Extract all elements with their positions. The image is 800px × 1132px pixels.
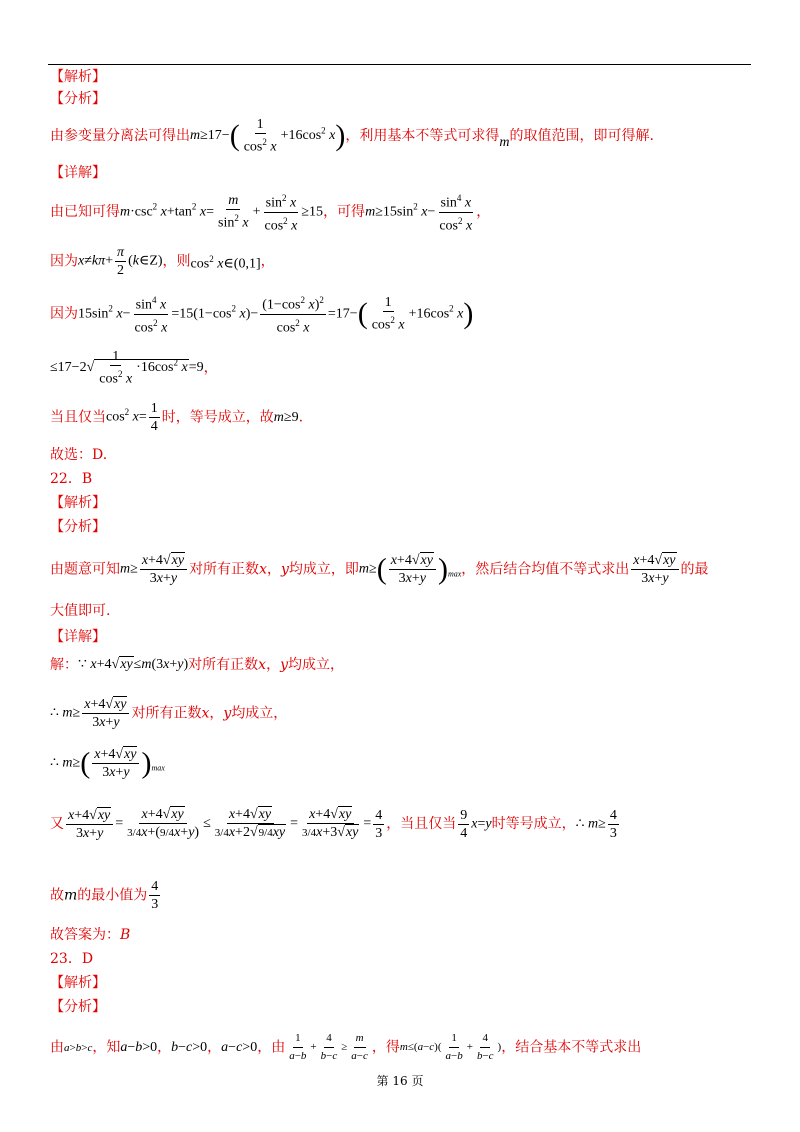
formula-q23-f: m≤(a−c)( $\frac{1}{a-b}$ + $\frac{4}{b-c}$ ) bbox=[399, 1032, 502, 1062]
formula-q21-step4: ≤17−2√ $\frac{1}{\cos^2 x}$ $\cdot 16\cos^2$ x=9 bbox=[50, 349, 204, 387]
q22-fenxi-mid2: 均成立，即 bbox=[288, 561, 359, 578]
formula-q22-line3: ∴ m≥ $\frac{x+4√xy}{3x+y}$ bbox=[50, 696, 131, 731]
label-xiangjie-22: 【详解】 bbox=[50, 629, 106, 645]
q21-fenxi-mid: ，利用基本不等式可求得 bbox=[345, 127, 500, 144]
q22-line3: ∴ m≥ $\frac{x+4√xy}{3x+y}$ 对所有正数x，y均成立， bbox=[50, 697, 288, 730]
label-fenxi-22: 【分析】 bbox=[50, 519, 106, 535]
formula-q22-jie: ∵ x+4√xy≤m(3x+y) bbox=[78, 657, 189, 672]
q22-fenxi-pre: 由题意可知 bbox=[50, 561, 120, 578]
q22-answer-pre: 故答案为： bbox=[50, 927, 120, 943]
q21-fenxi-post: 的取值范围，即可得解. bbox=[509, 127, 654, 144]
q21-step2-mid: ，则 bbox=[162, 253, 191, 270]
label-jiexi-23: 【解析】 bbox=[50, 975, 106, 991]
q23-number: 23．D bbox=[50, 951, 94, 967]
formula-m: m bbox=[499, 134, 510, 150]
q21-fenxi-pre: 由参变量分离法可得出 bbox=[50, 127, 190, 144]
formula-q22-line5b: $\frac{9}{4}$ x=y bbox=[460, 807, 492, 841]
q22-min-pre: 故 bbox=[50, 887, 64, 904]
q22-fenxi-line: 由题意可知m≥ $\frac{x+4√xy}{3x+y}$ 对所有正数x，y均成立，即m≥( $\frac{x+4√xy}{3x+y}$ )$_{max}$，然后结合均值不等式求出 $\frac{x+4√xy}{3x+y}$ 的最 bbox=[50, 552, 709, 586]
label-fenxi-23: 【分析】 bbox=[50, 999, 106, 1015]
q22-answer-val: B bbox=[120, 927, 131, 943]
formula-q22-line4: ∴ m≥( $\frac{x+4√xy}{3x+y}$ )$_{max}$ bbox=[50, 746, 165, 780]
page-footer: 第 16 页 bbox=[376, 1074, 424, 1088]
q21-step5-pre: 当且仅当 bbox=[50, 409, 106, 426]
q23-fenxi-line: 由a>b>c，知a−b>0，b−c>0，a−c>0，由 $\frac{1}{a-b}$ + $\frac{4}{b-c}$ ≥ $\frac{m}{a-c}$ ，得m≤(a−c)( $\frac{1}{a-b}$ + $\frac{4}{b-c}$ )，结合基本不等式求出 bbox=[50, 1030, 641, 1065]
formula-q22-line5c: ∴ m≥ $\frac{4}{3}$ bbox=[575, 807, 617, 841]
q22-line5-mid2: 时等号成立， bbox=[491, 816, 576, 832]
label-jiexi-22: 【解析】 bbox=[50, 495, 106, 511]
q22-fenxi-mid3: ，然后结合均值不等式求出 bbox=[461, 561, 630, 578]
formula-q22-a: m≥ $\frac{x+4√xy}{3x+y}$ bbox=[120, 552, 189, 587]
q23-fenxi-zhi: ，知 bbox=[92, 1039, 121, 1056]
formula-q21-step2b: $\cos^2$ x∈(0,1] bbox=[190, 253, 261, 272]
formula-q22-b: m≥( $\frac{x+4√xy}{3x+y}$ )$_{max}$ bbox=[358, 552, 462, 586]
formula-q22-c: $\frac{x+4√xy}{3x+y}$ bbox=[629, 552, 680, 587]
q23-fenxi-post: ，结合基本不等式求出 bbox=[501, 1039, 642, 1056]
q23-fenxi-you: ，由 bbox=[257, 1039, 286, 1056]
q21-step3-pre: 因为 bbox=[50, 306, 78, 323]
q22-jie-line: 解：∵ x+4√xy≤m(3x+y)对所有正数x，y均成立， bbox=[50, 657, 344, 673]
top-rule bbox=[48, 64, 751, 65]
formula-q21-step1: $m\cdot\csc^2$ $x+\tan^2$ x= $\frac{m}{\sin^2 x}$ + $\frac{\sin^2 x}{\cos^2 x}$ ≥15 bbox=[120, 190, 323, 234]
q21-step1: 由已知可得$m\cdot\csc^2$ $x+\tan^2$ x= $\frac{m}{\sin^2 x}$ + $\frac{\sin^2 x}{\cos^2 x}$ ≥15，可得$m\ge 15\sin^2$ x− $\frac{\sin^4 x}{\cos^2 x}$ ， bbox=[50, 190, 490, 234]
q23-fenxi-de: ，得 bbox=[371, 1039, 400, 1056]
formula-q23-c: b−c>0 bbox=[171, 1039, 208, 1055]
q22-line5 bbox=[50, 806, 621, 842]
formula-q21-step1b: $m\ge 15\sin^2$ x− $\frac{\sin^4 x}{\cos^2 x}$ bbox=[365, 190, 476, 234]
q21-step2: 因为x≠kπ+ $\frac{\pi}{2}$ (k∈Z)，则$\cos^2$ x∈(0,1]， bbox=[50, 245, 275, 278]
q22-answer bbox=[50, 926, 130, 944]
formula-q22-line5: $\frac{x+4√xy}{3x+y}$ = $\frac{x+4√xy}{3/4x+(9/4x+y)}$ ≤ $\frac{x+4√xy}{3/4x+2√9/4xy}$ = $\frac{x+4√xy}{3/4x+3√xy}$ = $\frac{4}{3}$ bbox=[68, 807, 383, 841]
q22-line3-post: 对所有正数 bbox=[131, 705, 202, 722]
label-fenxi: 【分析】 bbox=[50, 91, 106, 107]
q21-step5-mid: 时，等号成立，故 bbox=[161, 409, 274, 426]
formula-q21-step3: $15\sin^2$ x− $\frac{\sin^4 x}{\cos^2 x}$ $=15(1-\cos^2$ x)− $\frac{(1-\cos^2 x)^2}{\cos^2 x}$ =17−( $\frac{1}{\cos^2 x}$ $+16\cos^2$ x) bbox=[78, 292, 473, 336]
q22-line4 bbox=[50, 746, 165, 781]
q21-step1-pre: 由已知可得 bbox=[50, 204, 120, 221]
label-xiangjie: 【详解】 bbox=[50, 165, 106, 181]
q22-line3-post2: 均成立， bbox=[231, 705, 288, 722]
formula-q23-b: a−b>0 bbox=[120, 1039, 158, 1055]
q22-jie-pre: 解： bbox=[50, 657, 78, 673]
formula-q23-d: a−c>0 bbox=[221, 1039, 258, 1055]
formula-q21-a: m≥17−( $\frac{1}{\cos^2 x}$ $+16\cos^2$ x) bbox=[190, 117, 346, 155]
formula-q23-e: $\frac{1}{a-b}$ + $\frac{4}{b-c}$ ≥ $\frac{m}{a-c}$ bbox=[289, 1032, 368, 1062]
q21-step2-pre: 因为 bbox=[50, 253, 78, 270]
q21-fenxi-line bbox=[50, 116, 654, 156]
q21-step5: 当且仅当$\cos^2 x=$ $\frac{1}{4}$ 时，等号成立，故m≥9. bbox=[50, 401, 304, 434]
q22-jie-post: 对所有正数 bbox=[188, 657, 259, 673]
formula-q21-step5b: m≥9 bbox=[273, 409, 299, 425]
q22-line5-mid: ，当且仅当 bbox=[386, 816, 457, 832]
q22-min: 故m的最小值为 $\frac{4}{3}$ bbox=[50, 878, 162, 913]
q22-number: 22．B bbox=[50, 471, 93, 487]
q22-line5-pre: 又 bbox=[50, 816, 64, 832]
formula-q22-min: $\frac{4}{3}$ bbox=[151, 879, 159, 912]
q21-step3 bbox=[50, 292, 473, 336]
q23-fenxi-pre: 由 bbox=[50, 1039, 64, 1056]
label-jiexi: 【解析】 bbox=[50, 69, 106, 85]
formula-q21-step5: $\cos^2 x=$ $\frac{1}{4}$ bbox=[106, 401, 158, 434]
q22-fenxi-mid: 对所有正数 bbox=[189, 561, 260, 578]
q21-answer: 故选：D. bbox=[50, 447, 108, 463]
q21-step4: ≤17−2√ $\frac{1}{\cos^2 x}$ $\cdot 16\cos^2$ x=9， bbox=[50, 349, 218, 387]
q21-step1-mid: ，可得 bbox=[323, 204, 366, 221]
q22-min-mid: 的最小值为 bbox=[77, 887, 148, 904]
q22-fenxi-line2: 大值即可. bbox=[50, 603, 111, 619]
q22-jie-post2: 均成立， bbox=[288, 657, 344, 673]
formula-q21-step2: x≠kπ+ $\frac{\pi}{2}$ (k∈Z) bbox=[78, 245, 163, 278]
q22-fenxi-post: 的最 bbox=[680, 561, 709, 578]
formula-q23-a: a>b>c bbox=[64, 1041, 93, 1054]
